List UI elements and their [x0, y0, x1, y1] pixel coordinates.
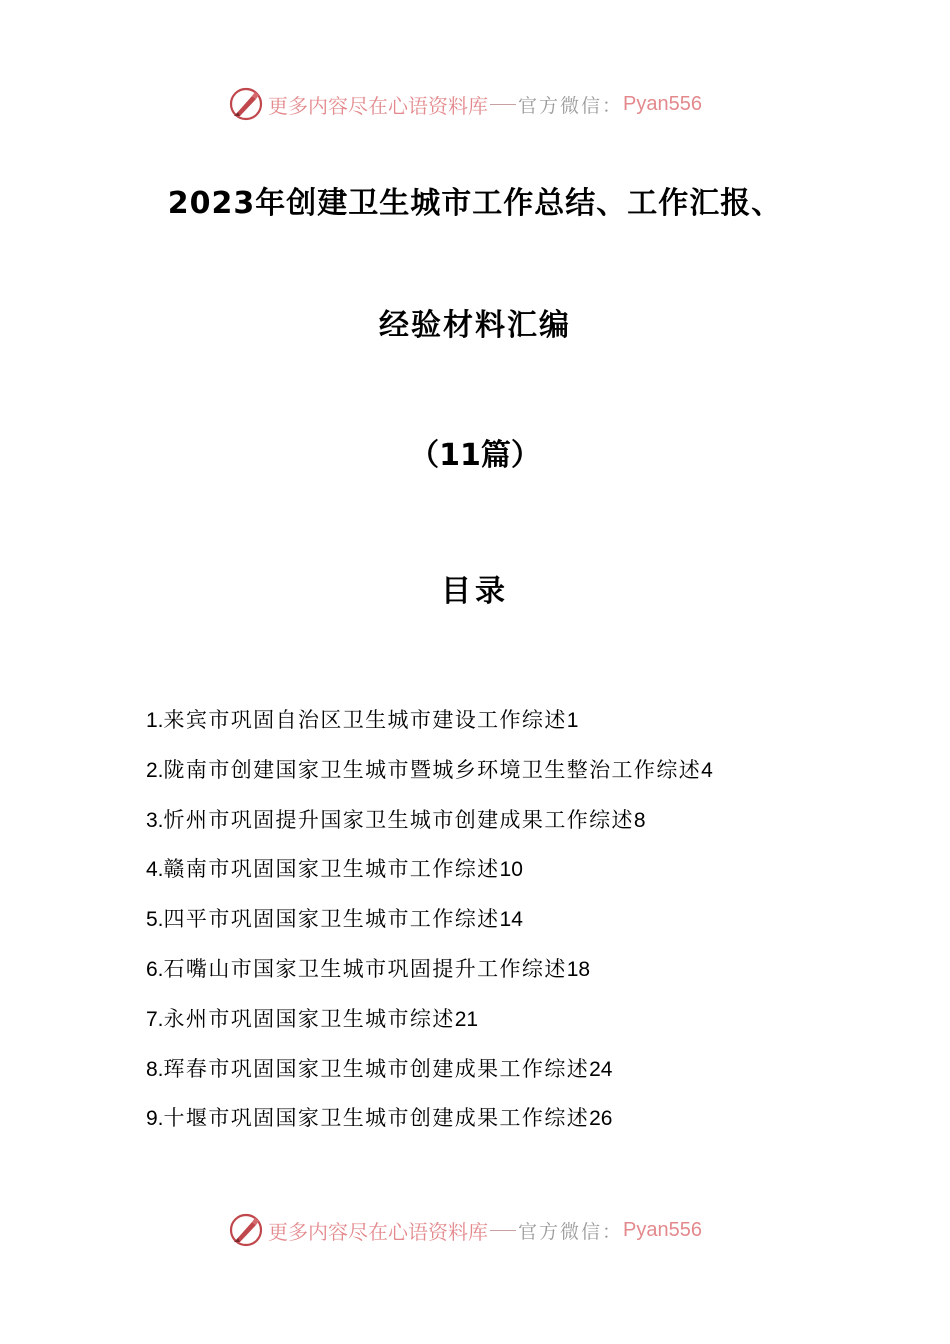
- toc-item-page: 14: [499, 908, 523, 932]
- toc-item[interactable]: 8.珲春市巩固国家卫生城市创建成果工作综述24: [146, 1056, 613, 1081]
- toc-item-page: 10: [499, 858, 523, 882]
- toc-item-page: 1: [566, 709, 579, 732]
- toc-item-page: 8: [633, 808, 646, 832]
- toc-item[interactable]: 3.忻州市巩固提升国家卫生城市创建成果工作综述8: [146, 807, 646, 832]
- toc-item-page: 21: [454, 1007, 479, 1031]
- toc-item-title: 十堰市巩固国家卫生城市创建成果工作综述: [163, 1106, 590, 1131]
- toc-item-title: 陇南市创建国家卫生城市暨城乡环境卫生整治工作综述: [163, 757, 702, 782]
- toc-item-title: 四平市巩固国家卫生城市工作综述: [163, 907, 500, 932]
- toc-item-title: 忻州市巩固提升国家卫生城市创建成果工作综述: [163, 807, 634, 832]
- toc-item-page: 24: [589, 1057, 613, 1081]
- toc-item[interactable]: 4.赣南市巩固国家卫生城市工作综述10: [146, 857, 523, 882]
- toc-item-title: 珲春市巩固国家卫生城市创建成果工作综述: [163, 1056, 590, 1081]
- banner-dash: [490, 104, 516, 105]
- banner-official-label: 官方微信：: [518, 1220, 624, 1243]
- toc-item[interactable]: 7.永州市巩固国家卫生城市综述21: [146, 1006, 479, 1031]
- toc-item[interactable]: 9.十堰市巩固国家卫生城市创建成果工作综述26: [146, 1106, 613, 1131]
- table-of-contents: [146, 702, 846, 1150]
- toc-item-title: 永州市巩固国家卫生城市综述: [163, 1006, 455, 1031]
- document-title-line2: 经验材料汇编: [379, 308, 571, 343]
- footer-banner: [228, 1210, 748, 1250]
- toc-item[interactable]: 6.石嘴山市国家卫生城市巩固提升工作综述18: [146, 956, 591, 981]
- banner-main-text: 更多内容尽在心语资料库: [268, 1219, 488, 1244]
- toc-item[interactable]: 5.四平市巩固国家卫生城市工作综述14: [146, 907, 523, 932]
- banner-official-label: 官方微信：: [518, 94, 624, 117]
- document-title-line1: 2023年创建卫生城市工作总结、工作汇报、: [167, 186, 783, 221]
- banner-dash: [490, 1230, 516, 1231]
- toc-item-title: 石嘴山市国家卫生城市巩固提升工作综述: [163, 956, 567, 981]
- banner-wechat-id: Pyan556: [623, 92, 702, 115]
- pen-logo-icon: [228, 1212, 264, 1248]
- toc-item-title: 来宾市巩固自治区卫生城市建设工作综述: [163, 708, 567, 732]
- toc-item-page: 4: [701, 758, 713, 782]
- banner-main-text: 更多内容尽在心语资料库: [268, 93, 488, 118]
- header-banner: [228, 84, 748, 124]
- toc-heading: 目录: [441, 574, 509, 609]
- toc-item-page: 18: [566, 957, 591, 981]
- toc-item[interactable]: 1.来宾市巩固自治区卫生城市建设工作综述1: [146, 708, 579, 732]
- pen-logo-icon: [228, 86, 264, 122]
- toc-item-page: 26: [589, 1107, 613, 1131]
- banner-wechat-id: Pyan556: [623, 1218, 702, 1241]
- toc-item[interactable]: 2.陇南市创建国家卫生城市暨城乡环境卫生整治工作综述4: [146, 757, 713, 782]
- toc-item-title: 赣南市巩固国家卫生城市工作综述: [163, 857, 500, 882]
- document-count-label: （11篇）: [409, 438, 541, 473]
